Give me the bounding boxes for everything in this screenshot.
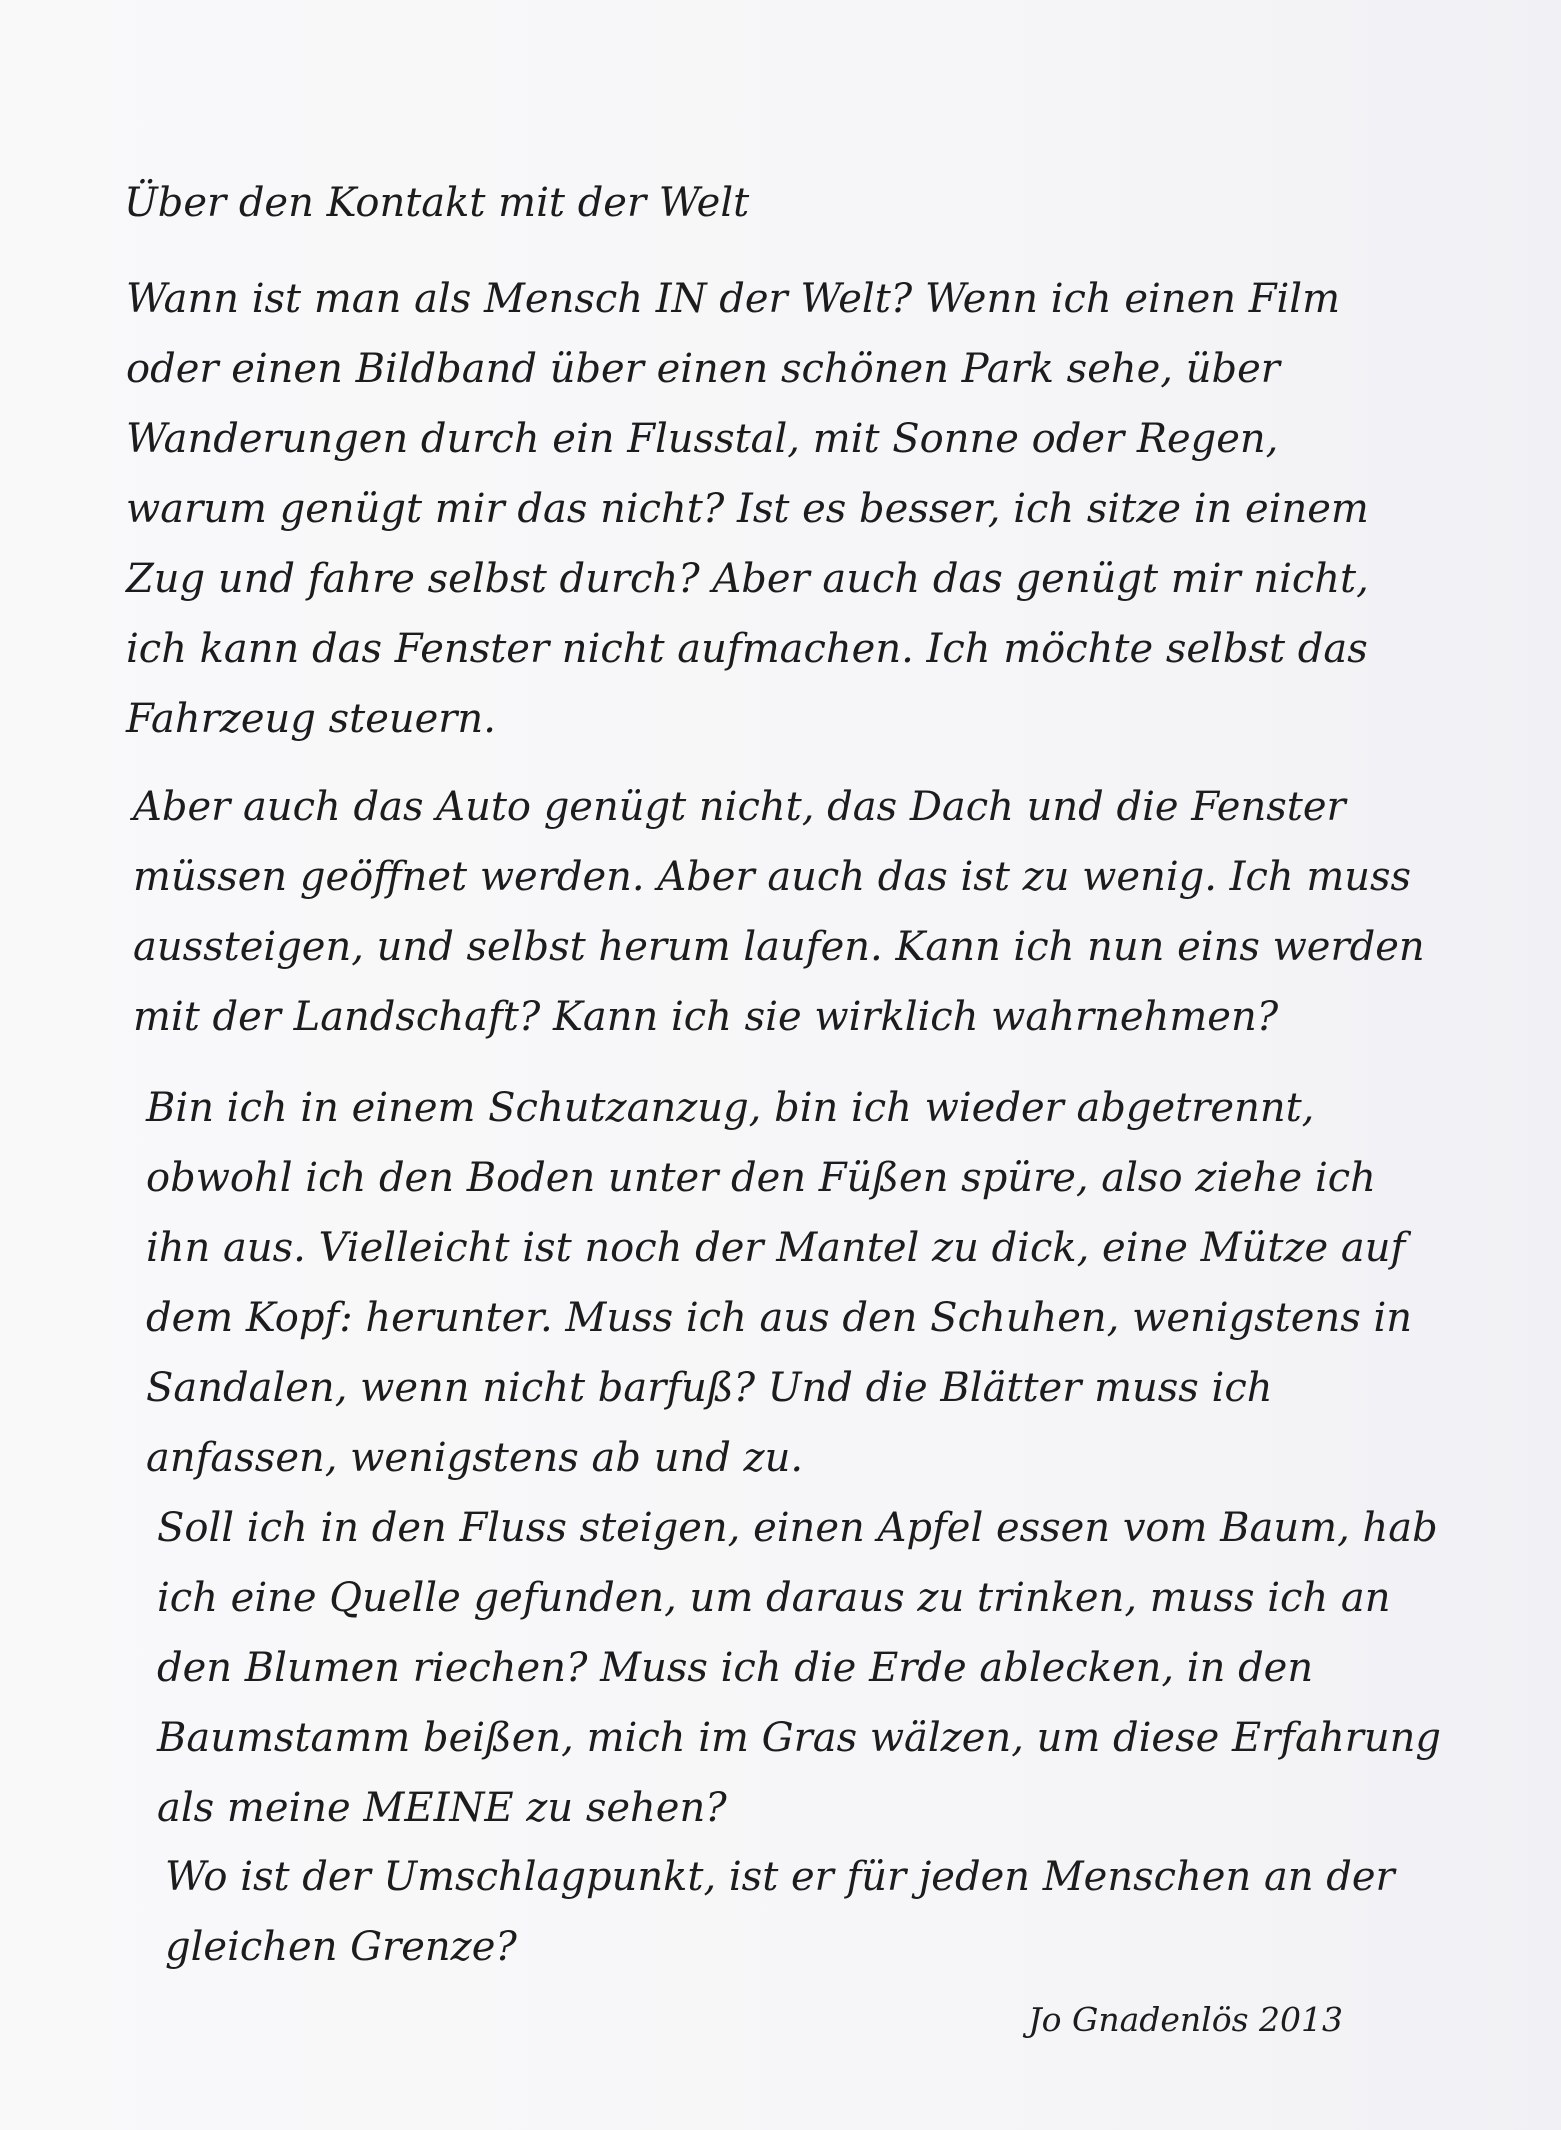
paragraph-2	[133, 772, 1493, 1052]
text-line: Sandalen, wenn nicht barfuß? Und die Blätter muss ich	[146, 1365, 1273, 1411]
paragraph-1	[126, 264, 1486, 754]
text-line: aussteigen, und selbst herum laufen. Kann ich nun eins werden	[133, 924, 1425, 970]
paragraph-4	[157, 1493, 1517, 1843]
paragraph-5	[165, 1842, 1525, 1982]
text-line: als meine MEINE zu sehen?	[157, 1785, 727, 1831]
text-line: gleichen Grenze?	[165, 1924, 517, 1970]
text-line: ich kann das Fenster nicht aufmachen. Ich möchte selbst das	[126, 626, 1368, 672]
text-line: Fahrzeug steuern.	[126, 696, 496, 742]
text-line: müssen geöffnet werden. Aber auch das ist zu wenig. Ich muss	[133, 854, 1412, 900]
text-line: Bin ich in einem Schutzanzug, bin ich wieder abgetrennt,	[146, 1085, 1315, 1131]
text-line: Zug und fahre selbst durch? Aber auch das genügt mir nicht,	[126, 556, 1369, 602]
text-line: Baumstamm beißen, mich im Gras wälzen, um diese Erfahrung	[157, 1715, 1442, 1761]
text-line: dem Kopf: herunter. Muss ich aus den Schuhen, wenigstens in	[146, 1295, 1413, 1341]
text-line: den Blumen riechen? Muss ich die Erde ablecken, in den	[157, 1645, 1314, 1691]
text-line: ich eine Quelle gefunden, um daraus zu trinken, muss ich an	[157, 1575, 1391, 1621]
text-line: obwohl ich den Boden unter den Füßen spüre, also ziehe ich	[146, 1155, 1376, 1201]
text-line: warum genügt mir das nicht? Ist es besser, ich sitze in einem	[126, 486, 1369, 532]
text-line: ihn aus. Vielleicht ist noch der Mantel zu dick, eine Mütze auf	[146, 1225, 1406, 1271]
text-line: anfassen, wenigstens ab und zu.	[146, 1435, 804, 1481]
text-line: Aber auch das Auto genügt nicht, das Dach und die Fenster	[133, 784, 1346, 830]
document-title: Über den Kontakt mit der Welt	[124, 180, 750, 226]
author-signature: Jo Gnadenlös 2013	[1028, 2000, 1343, 2039]
text-line: Wanderungen durch ein Flusstal, mit Sonne oder Regen,	[126, 416, 1279, 462]
text-line: Wo ist der Umschlagpunkt, ist er für jeden Menschen an der	[165, 1854, 1395, 1900]
text-line: Soll ich in den Fluss steigen, einen Apfel essen vom Baum, hab	[157, 1505, 1438, 1551]
paragraph-3	[146, 1073, 1506, 1493]
text-line: mit der Landschaft? Kann ich sie wirklich wahrnehmen?	[133, 994, 1279, 1040]
text-line: Wann ist man als Mensch IN der Welt? Wenn ich einen Film	[126, 276, 1341, 322]
text-line: oder einen Bildband über einen schönen Park sehe, über	[126, 346, 1280, 392]
